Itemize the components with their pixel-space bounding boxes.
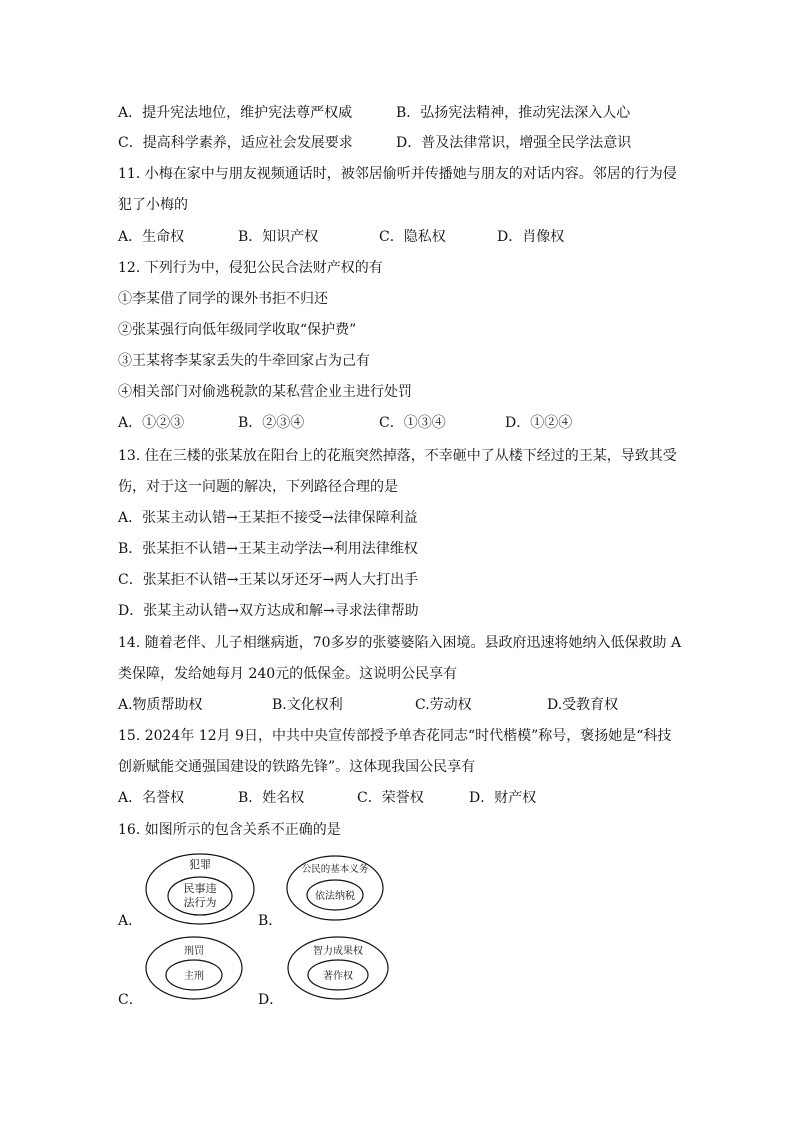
q14-option-b: B.文化权利 [272,697,343,713]
q16-option-a-label: A． [118,913,143,929]
q12-option-b: B．②③④ [238,415,305,431]
q16-option-c-label: C． [118,992,143,1008]
q16-diagram-d [286,935,390,1001]
q16-option-d-label: D． [258,992,284,1008]
q14-option-c: C.劳动权 [415,697,472,713]
q14-option-a: A.物质帮助权 [118,697,203,713]
q13-option-b: B．张某拒不认错→王某主动学法→利用法律维权 [118,541,418,557]
q15-stem-line2: 创新赋能交通强国建设的铁路先锋”。这体现我国公民享有 [118,759,476,775]
q10-option-b: B．弘扬宪法精神，推动宪法深入人心 [396,105,631,121]
diagram-b-outer-label: 公民的基本义务 [301,864,369,875]
q11-option-c: C．隐私权 [379,229,446,245]
q10-option-a: A．提升宪法地位，维护宪法尊严权威 [118,105,353,121]
q12-option-c: C．①③④ [379,415,446,431]
diagram-c-outer-label: 刑罚 [184,946,204,957]
diagram-d-outer-label: 智力成果权 [313,946,363,957]
diagram-c-inner-label: 主刑 [184,971,204,982]
q11-option-d: D．肖像权 [497,229,565,245]
q12-item-1: ①李某借了同学的课外书拒不归还 [118,291,328,307]
q12-option-a: A．①②③ [118,415,185,431]
q13-option-c: C．张某拒不认错→王某以牙还牙→两人大打出手 [118,572,419,588]
q16-diagram-b [285,854,385,922]
diagram-a-inner-label-line2: 法行为 [183,896,217,909]
q11-stem-line1: 11. 小梅在家中与朋友视频通话时，被邻居偷听并传播她与朋友的对话内容。邻居的行为侵 [118,166,677,182]
q16-option-b-label: B． [258,913,283,929]
q16-stem: 16. 如图所示的包含关系不正确的是 [118,822,341,838]
q15-option-c: C．荣誉权 [357,790,424,806]
q12-option-d: D．①②④ [505,415,573,431]
q15-option-b: B．姓名权 [238,790,305,806]
diagram-a-outer-label: 犯罪 [189,858,211,871]
q12-item-4: ④相关部门对偷逃税款的某私营企业主进行处罚 [118,384,412,400]
q15-stem-line1: 15. 2024年 12月 9日，中共中央宣传部授予单杏花同志“时代楷模”称号，褒扬她是“科技 [118,728,672,744]
q13-option-a: A．张某主动认错→王某拒不接受→法律保障利益 [118,510,418,526]
diagram-b-inner-label: 依法纳税 [315,891,355,902]
diagram-d-inner-label: 著作权 [323,971,353,982]
q11-option-a: A．生命权 [118,229,185,245]
q12-stem: 12. 下列行为中，侵犯公民合法财产权的有 [118,260,383,276]
q10-option-d: D．普及法律常识，增强全民学法意识 [396,135,632,151]
q16-diagram-c [144,935,244,1001]
q13-stem-line1: 13. 住在三楼的张某放在阳台上的花瓶突然掉落，不幸砸中了从楼下经过的王某，导致其受 [118,448,677,464]
q14-option-d: D.受教育权 [547,697,619,713]
q13-stem-line2: 伤，对于这一问题的解决，下列路径合理的是 [118,479,398,495]
q12-item-3: ③王某将李某家丢失的牛牵回家占为己有 [118,353,370,369]
q12-item-2: ②张某强行向低年级同学收取“保护费” [118,322,357,338]
q11-stem-line2: 犯了小梅的 [118,197,188,213]
q16-diagram-a [144,852,256,926]
q10-option-c: C．提高科学素养，适应社会发展要求 [118,135,353,151]
q14-stem-line2: 类保障，发给她每月 240元的低保金。这说明公民享有 [118,666,458,682]
q11-option-b: B．知识产权 [238,229,319,245]
q14-stem-line1: 14. 随着老伴、儿子相继病逝，70多岁的张婆婆陷入困境。县政府迅速将她纳入低保救助 A [118,635,682,651]
q15-option-a: A．名誉权 [118,790,185,806]
q13-option-d: D．张某主动认错→双方达成和解→寻求法律帮助 [118,603,419,619]
q15-option-d: D．财产权 [469,790,537,806]
diagram-a-inner-label-line1: 民事违 [183,882,217,895]
